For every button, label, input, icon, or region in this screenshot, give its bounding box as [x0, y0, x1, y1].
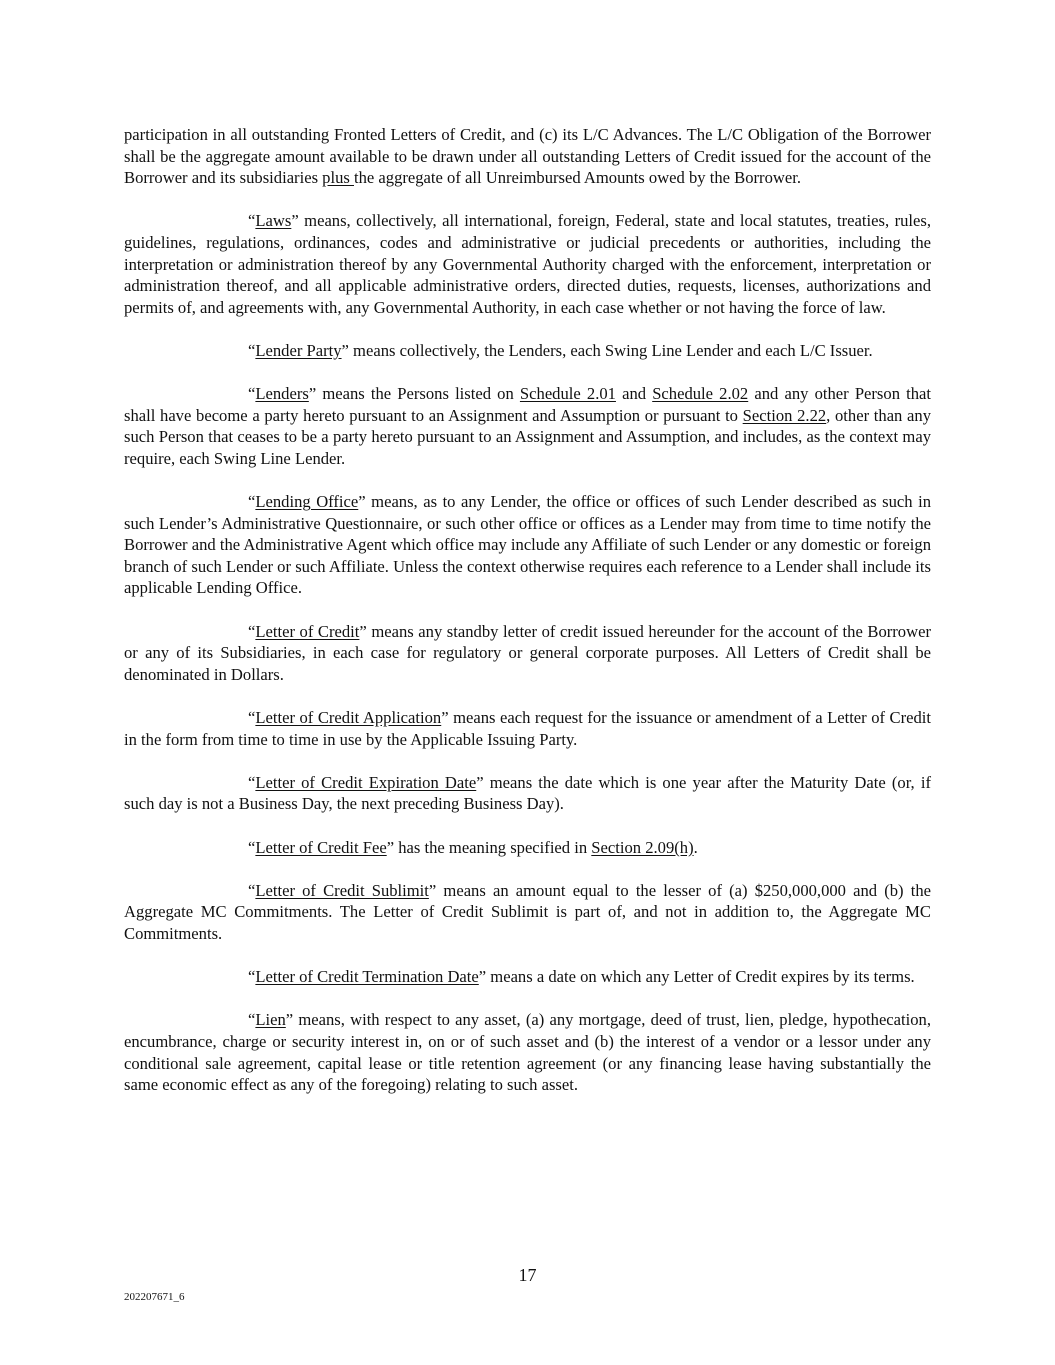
definition-laws: “Laws” means, collectively, all international, foreign, Federal, state and local statutes, treaties, rules, guidelines, regulations, ordinances, codes and administrative or judicial precedents or authorities, including the interpretation or administration thereof by any Governmental Authority charged with the enforcement, interpretation or administration thereof, and all applicable administrative orders, directed duties, requests, licenses, authorizations and permits of, and agreements with, any Governmental Authority, in each case whether or not having the force of law. [124, 211, 931, 317]
defined-term: Lenders [255, 384, 309, 404]
paragraph-continuation: participation in all outstanding Fronted Letters of Credit, and (c) its L/C Advances. The L/C Obligation of the Borrower shall be the aggregate amount available to be drawn under all outstanding Letters of Credit issued for the account of the Borrower and its subsidiaries plus the aggregate of all Unreimbursed Amounts owed by the Borrower. [124, 125, 931, 188]
definition-letter-of-credit-expiration-date: “Letter of Credit Expiration Date” means the date which is one year after the Maturity Date (or, if such day is not a Business Day, the next preceding Business Day). [124, 772, 931, 814]
defined-term: Letter of Credit Termination Date [255, 967, 479, 987]
document-body [124, 124, 931, 1117]
emphasis-plus: plus [322, 168, 354, 188]
definition-letter-of-credit-sublimit: “Letter of Credit Sublimit” means an amount equal to the lesser of (a) $250,000,000 and (b) the Aggregate MC Commitments. The Letter of Credit Sublimit is part of, and not in addition to, the Aggregate MC Commitments. [124, 880, 931, 943]
cross-reference-section: Section 2.09(h) [591, 837, 694, 857]
defined-term: Letter of Credit Application [255, 708, 442, 728]
cross-reference-section: Section 2.22 [742, 405, 827, 425]
defined-term: Lien [255, 1010, 286, 1030]
definition-letter-of-credit-termination-date: “Letter of Credit Termination Date” means a date on which any Letter of Credit expires by its terms. [248, 967, 915, 987]
document-id: 202207671_6 [124, 1291, 185, 1303]
cross-reference-schedule: Schedule 2.01 [519, 384, 616, 404]
definition-letter-of-credit-application: “Letter of Credit Application” means each request for the issuance or amendment of a Letter of Credit in the form from time to time in use by the Applicable Issuing Party. [124, 708, 931, 749]
definition-letter-of-credit: “Letter of Credit” means any standby letter of credit issued hereunder for the account of the Borrower or any of its Subsidiaries, in each case for regulatory or general corporate purposes. All Letters of Credit shall be denominated in Dollars. [124, 621, 931, 684]
defined-term: Letter of Credit Expiration Date [255, 772, 477, 792]
page-number: 17 [518, 1265, 537, 1285]
defined-term: Letter of Credit Sublimit [255, 880, 429, 900]
defined-term: Lending Office [255, 492, 359, 512]
definition-lending-office: “Lending Office” means, as to any Lender, the office or offices of such Lender described as such in such Lender’s Administrative Questionnaire, or such other office or offices as a Lender may from time to time notify the Borrower and the Administrative Agent which office may include any Affiliate of such Lender or any domestic or foreign branch of such Lender or such Affiliate. Unless the context otherwise requires each reference to a Lender shall include its applicable Lending Office. [124, 492, 931, 598]
definition-lender-party: “Lender Party” means collectively, the Lenders, each Swing Line Lender and each L/C Issuer. [248, 340, 873, 360]
definition-letter-of-credit-fee: “Letter of Credit Fee” has the meaning specified in Section 2.09(h). [248, 837, 698, 857]
defined-term: Letter of Credit Fee [255, 837, 387, 857]
definition-lenders: “Lenders” means the Persons listed on Schedule 2.01 and Schedule 2.02 and any other Person that shall have become a party hereto pursuant to an Assignment and Assumption or pursuant to Section 2.22, other than any such Person that ceases to be a party hereto pursuant to an Assignment and Assumption, and includes, as the context may require, each Swing Line Lender. [124, 384, 932, 468]
defined-term: Lender Party [255, 340, 342, 360]
defined-term: Laws [255, 211, 292, 231]
defined-term: Letter of Credit [255, 621, 360, 641]
definition-lien: “Lien” means, with respect to any asset, (a) any mortgage, deed of trust, lien, pledge, hypothecation, encumbrance, charge or security interest in, on or of such asset and (b) the interest of a vendor or a lessor under any conditional sale agreement, capital lease or title retention agreement (or any financing lease having substantially the same economic effect as any of the foregoing) relating to such asset. [124, 1010, 931, 1095]
cross-reference-schedule: Schedule 2.02 [652, 384, 749, 404]
